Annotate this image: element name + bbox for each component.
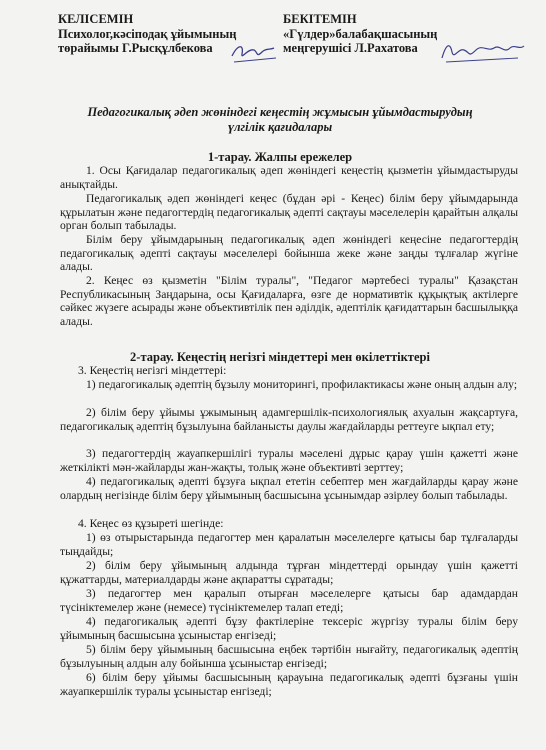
list-item: 6) білім беру ұйымы басшысының қарауына педагогикалық әдепті бұзғаны үшін жауапкершілік туралы ұсыныстар енгізеді; [60, 671, 518, 698]
list-item: 1) өз отырыстарында педагогтер мен қаралатын мәселелерге қатысы бар тұлғаларды тыңдайды; [60, 531, 518, 558]
approved-label: БЕКІТЕМІН [283, 12, 357, 26]
paragraph: 1. Осы Қағидалар педагогикалық әдеп жөніндегі кеңестің қызметін ұйымдастыруды анықтайды. [60, 164, 518, 191]
document-title [40, 105, 520, 135]
section-2-heading: 2-тарау. Кеңестің негізгі міндеттері мен өкілеттіктері [130, 350, 430, 364]
list-item: 4) педагогикалық әдепті бұзуға ықпал ететін себептер мен жағдайларды қарау және олардың негізінде білім беру ұйымының басшысына ұсынымдар әзірлеу болып табылады. [60, 475, 518, 502]
approved-position: «Гүлдер»балабақшасының [283, 26, 438, 41]
approved-name: меңгерушісі Л.Рахатова [283, 41, 418, 55]
list-item: 3) педагогтер мен қаралып отырған мәселелерге қатысы бар адамдардан түсініктемелер және (немесе) түсініктемелер талап етеді; [60, 587, 518, 614]
list-item: 5) білім беру ұйымының басшысына еңбек тәртібін нығайту, педагогикалық әдептің бұзылуының алдын алу бойынша ұсыныстар енгізеді; [60, 643, 518, 670]
signature-right [438, 38, 528, 66]
agreed-position: Психолог,кәсіподақ ұйымының [58, 26, 237, 41]
title-line-2: үлгілік қағидалары [227, 120, 333, 134]
signature-left [228, 40, 280, 66]
list-item: 2) білім беру ұйымы ұжымының адамгершілік-психологиялық ахуалын жақсартуға, педагогикалық әдептің бұзылуына байланысты даулы жағдайларды реттеуге ықпал ету; [60, 406, 518, 433]
paragraph: 2. Кеңес өз қызметін "Білім туралы", "Педагог мәртебесі туралы" Қазақстан Республикасының Заңдарына, осы Қағидаларға, өзге де нормативтік құқықтық актілерге сәйкес жүзеге асырады және объективтілік пен әділдік, әдептілік қағидаттарын басшылыққа алады. [60, 274, 518, 328]
list-item: 1) педагогикалық әдептің бұзылу мониторингі, профилактикасы және оның алдын алу; [86, 378, 518, 391]
agreed-name: төрайымы Г.Рысқұлбекова [58, 41, 213, 55]
paragraph: Білім беру ұйымдарының педагогикалық әдеп жөніндегі кеңесіне педагогтердің педагогикалық әдепті сақтауы мәселелері бойынша жеке және заңды тұлғалар жүгіне алады. [60, 233, 518, 274]
list-item: 4) педагогикалық әдепті бұзу фактілеріне тексеріс жүргізу туралы білім беру ұйымының басшысына ұсыныстар енгізеді; [60, 615, 518, 642]
agreed-label: КЕЛІСЕМІН [58, 12, 134, 26]
list-item: 2) білім беру ұйымының алдында тұрған міндеттерді орындау үшін қажетті құжаттарды, материалдарды және ақпаратты сұратады; [60, 559, 518, 586]
paragraph: Педагогикалық әдеп жөніндегі кеңес (бұдан әрі - Кеңес) білім беру ұйымдарында құрылатын және педагогтердің педагогикалық әдепті сақтауы мәселелерін қарайтын алқалы орган болып табылады. [60, 192, 518, 233]
section-1-heading: 1-тарау. Жалпы ережелер [207, 150, 353, 164]
paragraph: 3. Кеңестің негізгі міндеттері: [78, 364, 227, 377]
list-item: 3) педагогтердің жауапкершілігі туралы мәселені дұрыс қарау үшін қажетті және жеткілікті мән-жайларды жан-жақты, толық және объективті зерттеу; [60, 447, 518, 474]
paragraph: 4. Кеңес өз құзыреті шегінде: [78, 517, 224, 530]
title-line-1: Педагогикалық әдеп жөніндегі кеңестің жұмысын ұйымдастырудың [87, 105, 473, 119]
